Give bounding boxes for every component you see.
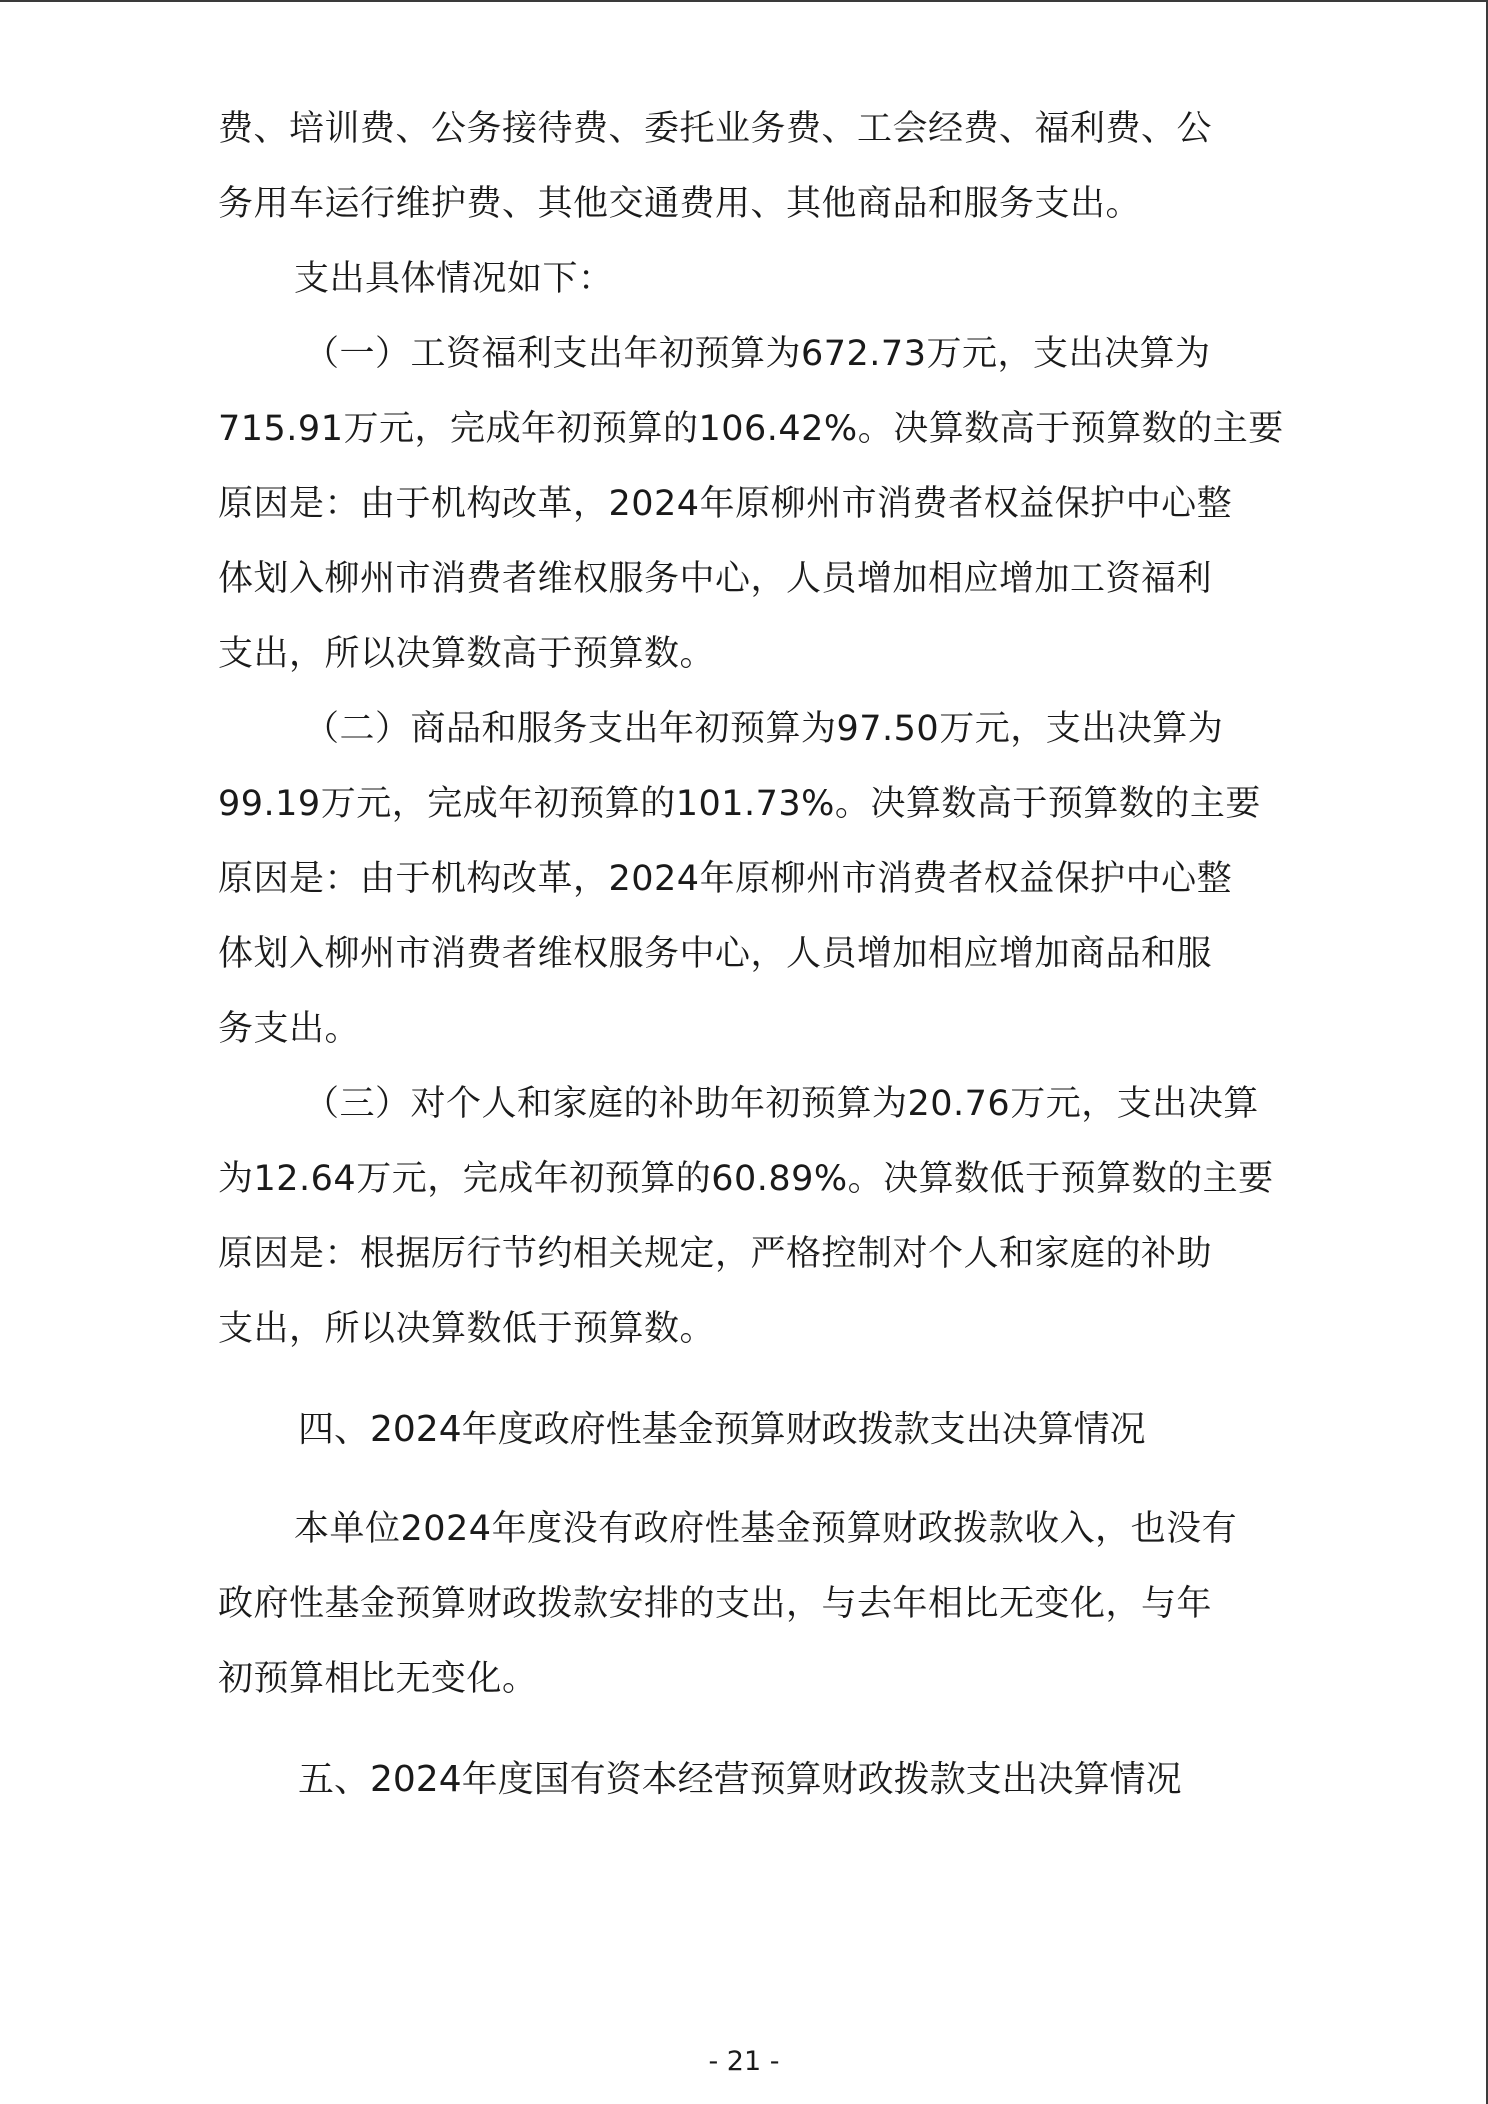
text-line: 政府性基金预算财政拨款安排的支出，与去年相比无变化，与年 [218,1584,1213,1624]
text-line: 支出，所以决算数低于预算数。 [218,1309,716,1349]
section-heading-four: 四、2024年度政府性基金预算财政拨款支出决算情况 [298,1409,1146,1450]
text-line: 体划入柳州市消费者维权服务中心，人员增加相应增加商品和服 [218,934,1213,974]
text-line: 原因是：根据厉行节约相关规定，严格控制对个人和家庭的补助 [218,1234,1213,1274]
text-line: 初预算相比无变化。 [218,1659,538,1699]
text-line: 支出，所以决算数高于预算数。 [218,634,716,674]
text-line: 体划入柳州市消费者维权服务中心，人员增加相应增加工资福利 [218,559,1213,599]
text-line: （三）对个人和家庭的补助年初预算为20.76万元，支出决算 [304,1084,1259,1124]
page-number: - 21 - [708,2046,780,2077]
text-line: 原因是：由于机构改革，2024年原柳州市消费者权益保护中心整 [218,484,1233,524]
text-line: 本单位2024年度没有政府性基金预算财政拨款收入，也没有 [294,1509,1238,1549]
text-line: 715.91万元，完成年初预算的106.42%。决算数高于预算数的主要 [218,409,1284,449]
text-line: （二）商品和服务支出年初预算为97.50万元，支出决算为 [304,709,1224,749]
text-line: 为12.64万元，完成年初预算的60.89%。决算数低于预算数的主要 [218,1159,1274,1199]
page-body [218,92,1288,1817]
text-line: 务用车运行维护费、其他交通费用、其他商品和服务支出。 [218,184,1142,224]
text-line: （一）工资福利支出年初预算为672.73万元，支出决算为 [304,334,1211,374]
text-line: 原因是：由于机构改革，2024年原柳州市消费者权益保护中心整 [218,859,1233,899]
text-line: 费、培训费、公务接待费、委托业务费、工会经费、福利费、公 [218,109,1213,149]
section-heading-five: 五、2024年度国有资本经营预算财政拨款支出决算情况 [298,1759,1182,1800]
text-line: 99.19万元，完成年初预算的101.73%。决算数高于预算数的主要 [218,784,1261,824]
text-line: 务支出。 [218,1009,361,1049]
page-border-top [0,0,1488,2]
text-line: 支出具体情况如下： [294,259,614,299]
